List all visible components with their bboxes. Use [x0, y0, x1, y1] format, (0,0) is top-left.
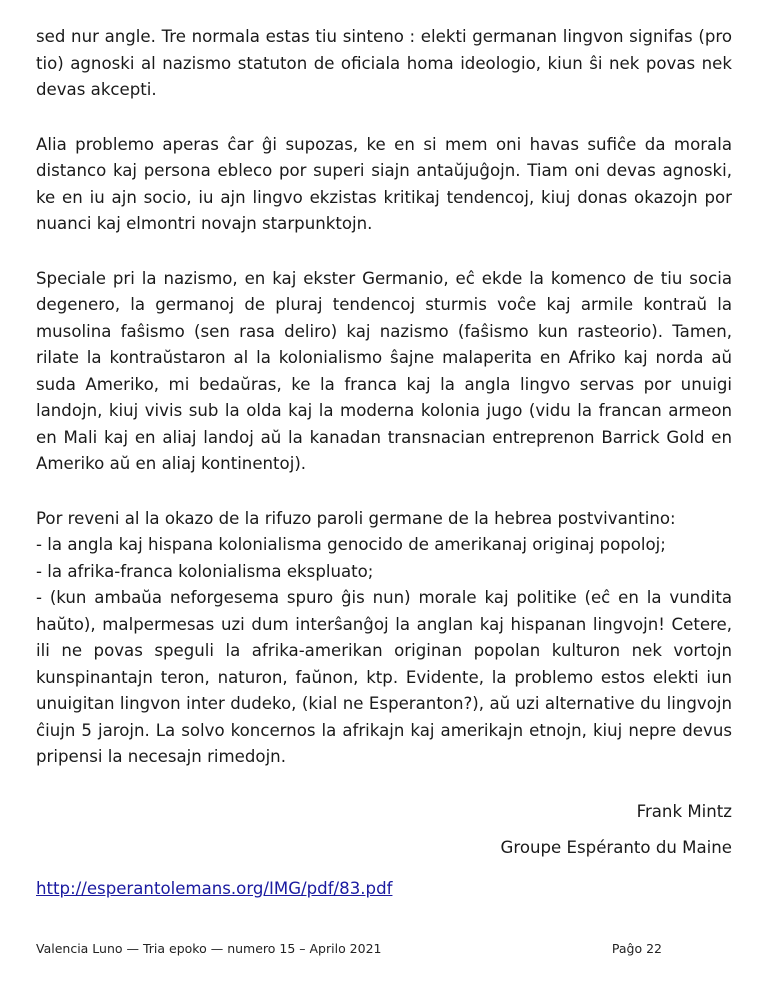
footer-page-number: Paĝo 22 — [611, 941, 662, 956]
article-body — [36, 24, 732, 902]
list-item: - la afrika-franca kolonialisma ekspluato; — [36, 561, 374, 581]
list-item: - (kun ambaŭa neforgesema spuro ĝis nun) morale kaj politike (eĉ en la vundita haŭto), malpermesas uzi dum interŝanĝoj la anglan kaj hispanan lingvojn! Cetere, ili ne povas speguli la afrika-amerikan originan popolan kulturon nek vortojn kunspinantajn teron, naturon, faŭnon, ktp. Evidente, la problemo estos elekti iun unuigitan lingvon inter dudeko, (kial ne Esperanton?), aŭ uzi alternative du lingvojn ĉiujn 5 jarojn. La solvo koncernos la afrikajn kaj amerikajn etnojn, kiuj nepre devus pripensi la necesajn rimedojn. — [36, 588, 732, 766]
list-paragraph — [36, 506, 732, 771]
paragraph-2: Alia problemo aperas ĉar ĝi supozas, ke en si mem oni havas sufiĉe da morala distanco kaj persona ebleco por superi siajn antaŭjuĝojn. Tiam oni devas agnoski, ke en iu ajn socio, iu ajn lingvo ekzistas kritikaj tendencoj, kiuj donas okazojn por nuanci kaj elmontri novajn starpunktojn. — [36, 134, 732, 233]
page-footer — [36, 941, 662, 956]
author-name: Frank Mintz — [636, 801, 732, 821]
footer-publication: Valencia Luno — Tria epoko — numero 15 – Aprilo 2021 — [36, 941, 382, 956]
paragraph-1: sed nur angle. Tre normala estas tiu sinteno : elekti germanan lingvon signifas (pro tio) agnoski al nazismo statuton de oficiala homa ideologio, kiun ŝi nek povas nek devas akcepti. — [36, 27, 732, 99]
source-link[interactable]: http://esperantolemans.org/IMG/pdf/83.pdf — [36, 878, 393, 898]
author-group: Groupe Espéranto du Maine — [500, 838, 732, 857]
list-intro: Por reveni al la okazo de la rifuzo paroli germane de la hebrea postvivantino: — [36, 508, 676, 528]
paragraph-3: Speciale pri la nazismo, en kaj ekster Germanio, eĉ ekde la komenco de tiu socia degenero, la germanoj de pluraj tendencoj sturmis voĉe kaj armile kontraŭ la musolina faŝismo (sen rasa deliro) kaj nazismo (faŝismo kun rasteorio). Tamen, rilate la kontraŭstaron al la kolonialismo ŝajne malaperita en Afriko kaj norda aŭ suda Ameriko, mi bedaŭras, ke la franca kaj la angla lingvo servas por unuigi landojn, kiuj vivis sub la olda kaj la moderna kolonia jugo (vidu la francan armeon en Mali kaj en aliaj landoj aŭ la kanadan transnacian entreprenon Barrick Gold en Ameriko aŭ en aliaj kontinentoj). — [36, 268, 732, 473]
list-item: - la angla kaj hispana kolonialisma genocido de amerikanaj originaj popoloj; — [36, 535, 666, 554]
